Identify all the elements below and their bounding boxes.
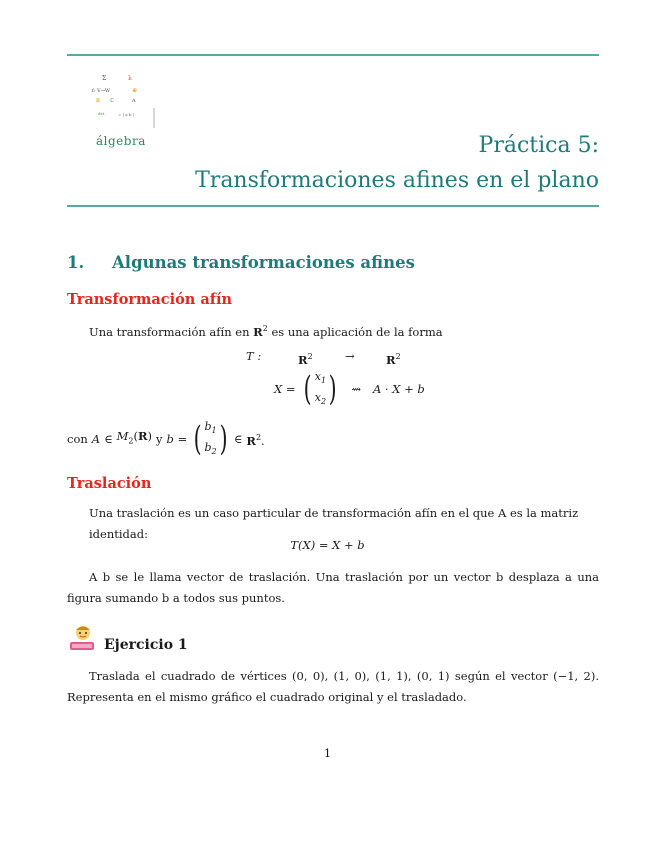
affine-condition: con A ∈ $M_2(R)$ y b = ( $b_1$ $b_2$ ) ∈ $R^2$.: [67, 419, 265, 459]
translation-intro: Una traslación es un caso particular de transformación afín en el que A es la matriz identidad:: [89, 506, 579, 541]
svg-text:⊕: ⊕: [132, 87, 138, 94]
affine-intro: Una transformación afín en $R^2$ es una aplicación de la forma: [89, 324, 443, 339]
section-number: 1.: [67, 253, 85, 272]
vector-x: ( $x_1$ $x_2$ ): [304, 369, 337, 409]
translation-text: A b se le llama vector de traslación. Una traslación por un vector b desplaza a una figura sumando b a todos sus puntos.: [67, 570, 599, 605]
svg-text:A: A: [132, 98, 136, 104]
subheading-translation: Traslación: [67, 475, 152, 492]
svg-text:det: det: [98, 111, 105, 116]
svg-text:λ: λ: [128, 75, 132, 82]
vector-b: ( $b_1$ $b_2$ ): [193, 419, 228, 459]
student-icon: [67, 622, 99, 654]
exercise-text: Traslada el cuadrado de vértices (0, 0), (1, 0), (1, 1), (0, 1) según el vector (−1, 2). Representa en el mismo gráfico el cuadrado original y el trasladado.: [67, 669, 599, 704]
translation-formula: T(X) = X + b: [290, 538, 365, 552]
exercise-title: Ejercicio 1: [104, 637, 188, 653]
page-title-line2: Transformaciones afines en el plano: [195, 168, 599, 193]
svg-text:ℂ: ℂ: [110, 98, 114, 104]
logo-text: álgebra: [96, 134, 146, 148]
affine-map-line2: X = ( $x_1$ $x_2$ ) ⇝ A · X + b: [274, 369, 425, 409]
top-rule: [67, 54, 599, 56]
title-rule: [67, 205, 599, 207]
subheading-affine: Transformación afín: [67, 291, 233, 308]
page-number: 1: [323, 746, 332, 760]
svg-text:Σ: Σ: [102, 75, 107, 82]
svg-text:= | a b |: = | a b |: [118, 112, 135, 117]
svg-text:ℝ: ℝ: [96, 98, 101, 104]
section-title: Algunas transformaciones afines: [112, 253, 415, 272]
section-heading: [67, 253, 415, 272]
page-title-line1: Práctica 5:: [478, 133, 599, 158]
svg-text:f: V→W: f: V→W: [92, 88, 111, 94]
